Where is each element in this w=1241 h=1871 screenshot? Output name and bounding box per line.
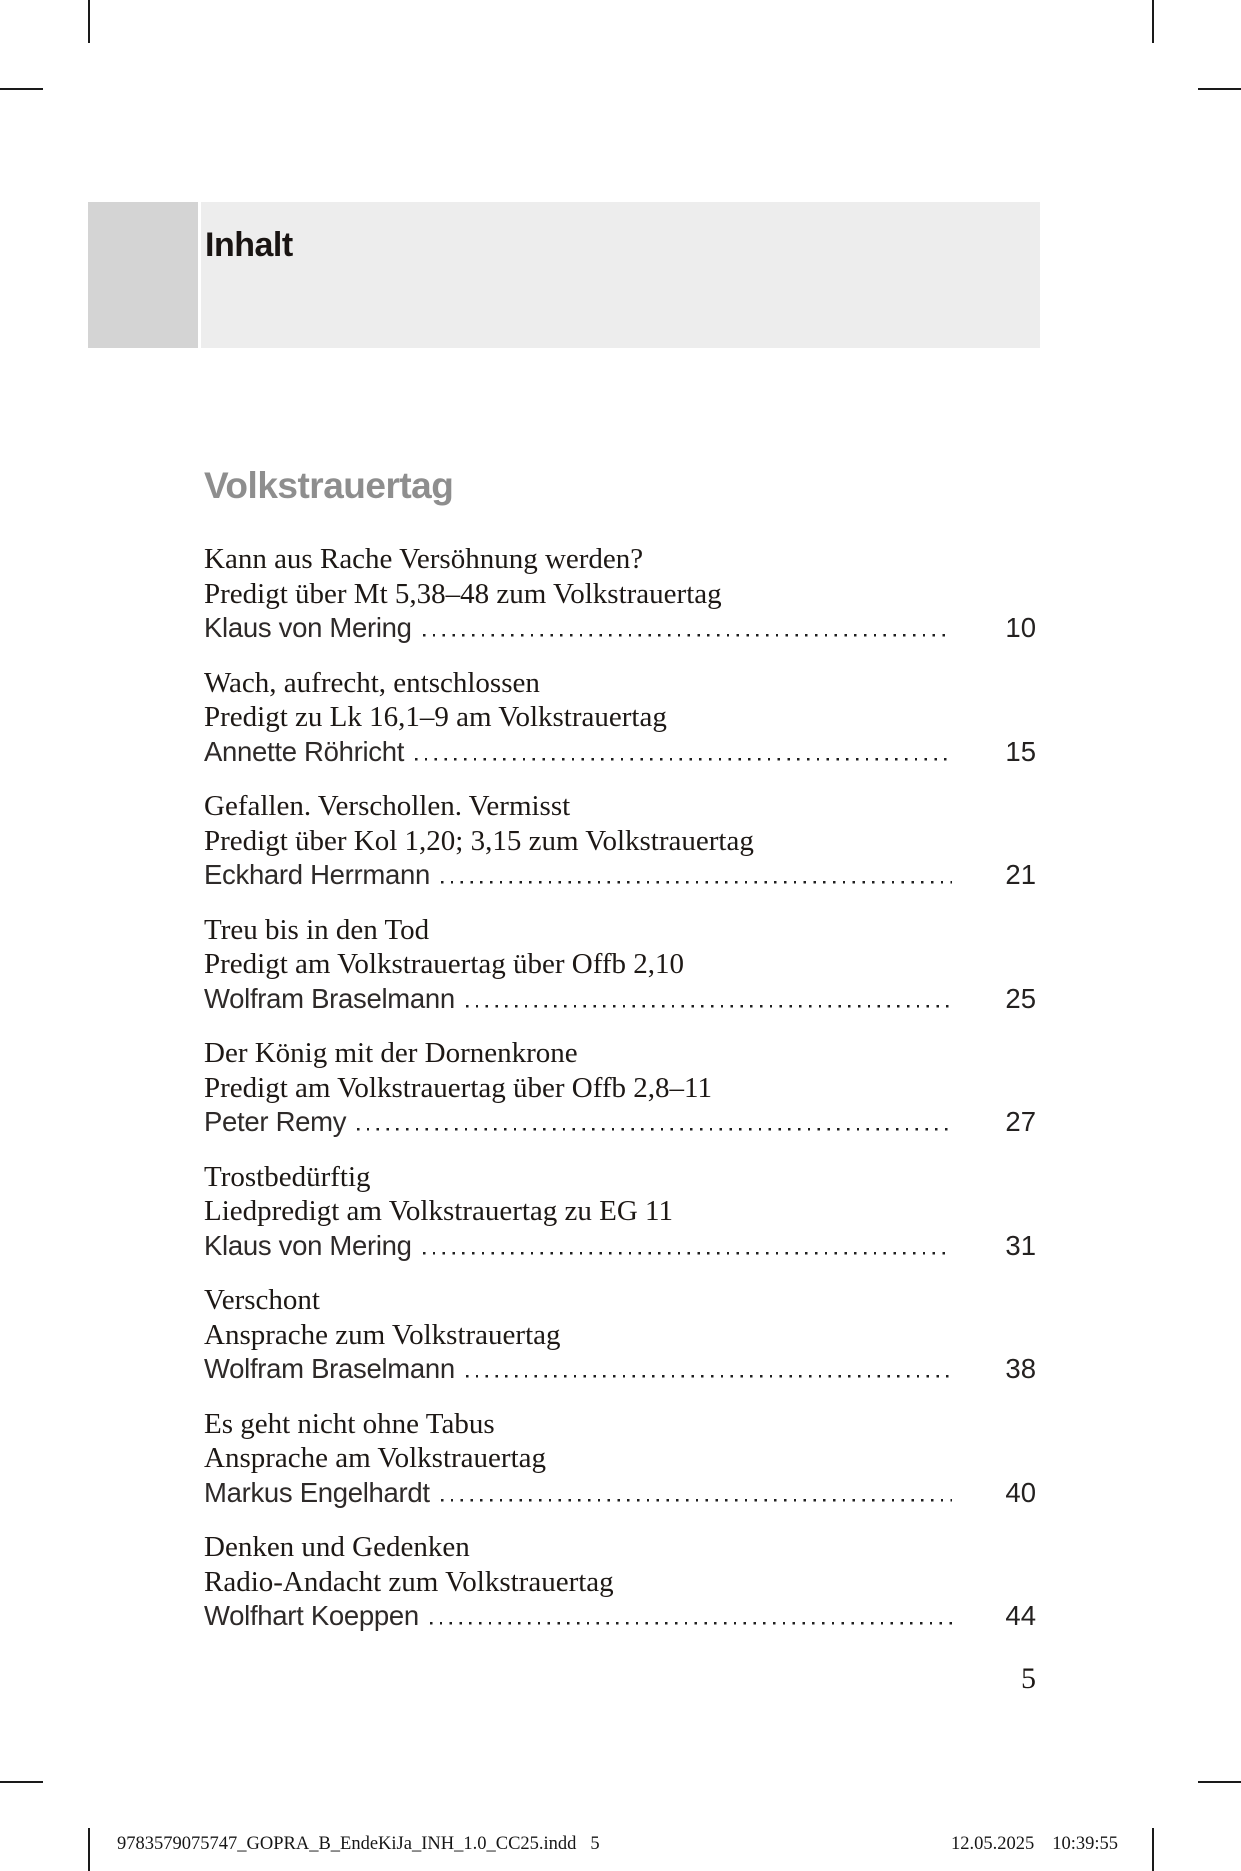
folio-page-number: 5 [1021, 1662, 1036, 1695]
dot-leader [430, 1599, 952, 1634]
imprint-footer-right [951, 1834, 1118, 1855]
entry-title: Kann aus Rache Versöhnung werden? [204, 543, 644, 575]
entry-page-number: 40 [1005, 1476, 1036, 1508]
entry-author-row [204, 982, 1036, 1017]
entry-author-row [204, 1599, 1036, 1634]
entry-author: Klaus von Mering [204, 612, 412, 643]
header-band [201, 202, 1040, 348]
imprint-sheet-number: 5 [590, 1834, 600, 1854]
entry-title: Gefallen. Verschollen. Vermisst [204, 790, 571, 822]
entry-author-row [204, 858, 1036, 893]
entry-page-number: 25 [1005, 982, 1036, 1014]
entry-subtitle: Predigt am Volkstrauertag über Offb 2,8–11 [204, 1071, 712, 1104]
entry-author: Wolfhart Koeppen [204, 1600, 419, 1631]
crop-mark-top-left-vertical [88, 0, 90, 43]
toc-entry [204, 1530, 1036, 1634]
crop-mark-top-left-horizontal [0, 88, 43, 90]
dot-leader [441, 858, 952, 893]
dot-leader [441, 1476, 952, 1511]
entry-page-number: 10 [1005, 612, 1036, 643]
entry-author: Markus Engelhardt [204, 1476, 430, 1508]
entry-subtitle: Ansprache am Volkstrauertag [204, 1442, 546, 1474]
crop-mark-bottom-right-vertical [1152, 1828, 1154, 1871]
entry-title: Trostbedürftig [204, 1160, 371, 1193]
entry-subtitle: Liedpredigt am Volkstrauertag zu EG 11 [204, 1195, 673, 1227]
entry-author-row [204, 1229, 1036, 1264]
entry-title: Der König mit der Dornenkrone [204, 1037, 578, 1069]
header-band-dark-square [88, 202, 198, 348]
toc-entry [204, 666, 1036, 770]
dot-leader [423, 611, 952, 646]
entry-page-number: 31 [1005, 1229, 1036, 1261]
entry-author-row [204, 1352, 1036, 1387]
entry-author-row [204, 1476, 1036, 1511]
toc-entry [204, 542, 1036, 646]
entry-title: Denken und Gedenken [204, 1531, 470, 1563]
entry-title: Treu bis in den Tod [204, 913, 430, 946]
toc-entry [204, 789, 1036, 893]
toc-entry [204, 1160, 1036, 1264]
entry-author-row [204, 735, 1036, 770]
crop-mark-bottom-left-horizontal [0, 1781, 43, 1783]
entry-author: Wolfram Braselmann [204, 1353, 455, 1384]
entry-author: Eckhard Herrmann [204, 859, 430, 890]
toc-entry [204, 1407, 1036, 1511]
dot-leader [423, 1229, 952, 1264]
entry-title: Verschont [204, 1284, 320, 1316]
entry-page-number: 38 [1005, 1353, 1036, 1384]
entry-author: Wolfram Braselmann [204, 982, 455, 1014]
dot-leader [466, 982, 952, 1017]
toc-entry [204, 1036, 1036, 1140]
entry-author: Annette Röhricht [204, 735, 405, 767]
imprint-time: 10:39:55 [1052, 1834, 1118, 1854]
imprint-filename: 9783579075747_GOPRA_B_EndeKiJa_INH_1.0_CC25.indd [117, 1834, 577, 1854]
section-heading: Volkstrauertag [204, 465, 454, 506]
dot-leader [357, 1105, 952, 1140]
toc-column [204, 466, 1036, 1654]
entry-subtitle: Ansprache zum Volkstrauertag [204, 1318, 561, 1351]
crop-mark-top-right-horizontal [1198, 88, 1241, 90]
entry-subtitle: Predigt über Mt 5,38–48 zum Volkstrauertag [204, 577, 722, 610]
imprint-date: 12.05.2025 [950, 1834, 1035, 1854]
entry-author-row [204, 1105, 1036, 1140]
crop-mark-top-right-vertical [1152, 0, 1154, 43]
imprint-footer-left [117, 1834, 600, 1855]
entry-subtitle: Predigt über Kol 1,20; 3,15 zum Volkstrauertag [204, 824, 754, 857]
crop-mark-bottom-left-vertical [88, 1828, 90, 1871]
entry-title: Es geht nicht ohne Tabus [204, 1407, 495, 1440]
entry-page-number: 21 [1005, 859, 1036, 890]
toc-entry [204, 913, 1036, 1017]
entry-author: Klaus von Mering [204, 1229, 412, 1261]
entry-subtitle: Radio-Andacht zum Volkstrauertag [204, 1565, 614, 1598]
entry-page-number: 44 [1005, 1600, 1036, 1631]
entry-subtitle: Predigt zu Lk 16,1–9 am Volkstrauertag [204, 701, 667, 733]
entry-subtitle: Predigt am Volkstrauertag über Offb 2,10 [204, 948, 685, 980]
entry-author: Peter Remy [204, 1106, 347, 1137]
entry-page-number: 15 [1005, 735, 1036, 767]
dot-leader [466, 1352, 952, 1387]
entry-title: Wach, aufrecht, entschlossen [204, 666, 540, 699]
dot-leader [415, 735, 952, 770]
entry-page-number: 27 [1005, 1106, 1036, 1137]
entry-author-row [204, 611, 1036, 646]
crop-mark-bottom-right-horizontal [1198, 1781, 1241, 1783]
toc-entry [204, 1283, 1036, 1387]
page-title: Inhalt [205, 226, 293, 264]
